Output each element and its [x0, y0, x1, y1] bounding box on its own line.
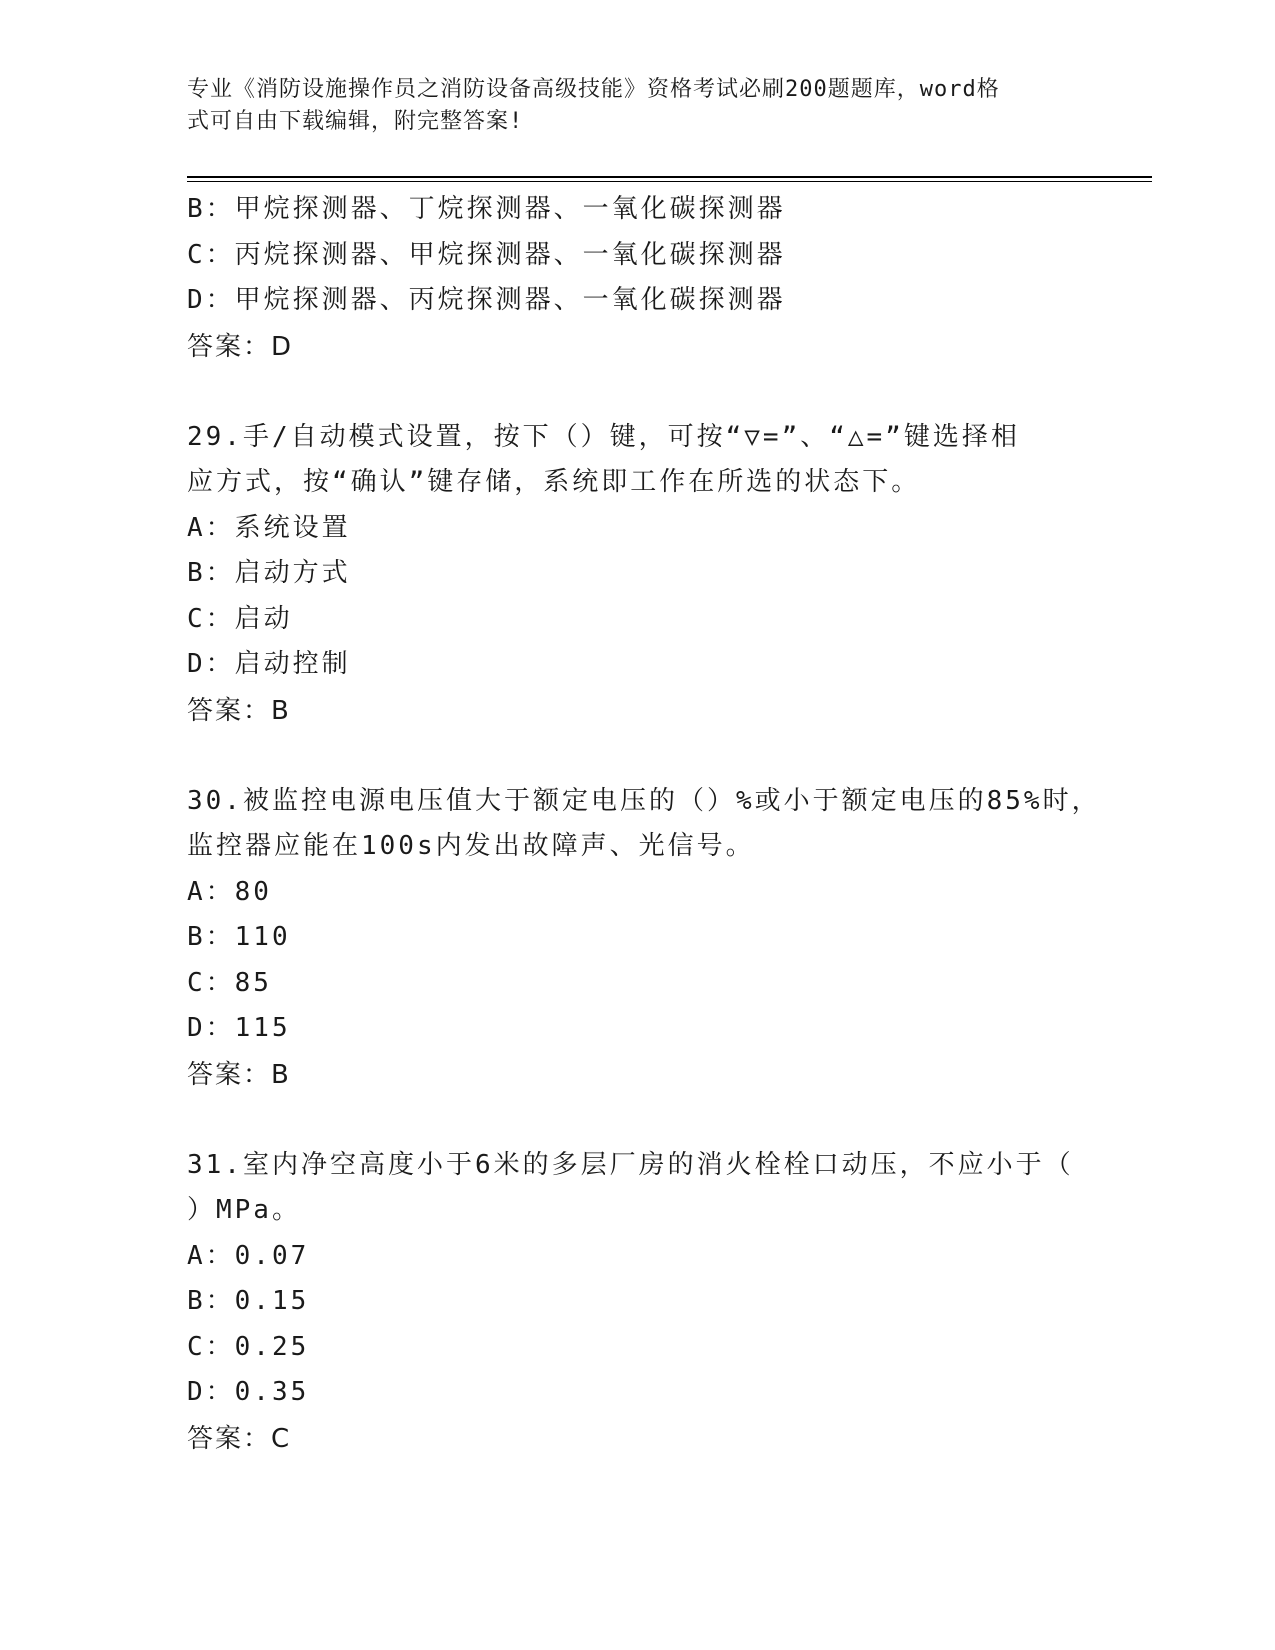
question-28-continued — [187, 187, 1107, 370]
question-spacer — [187, 1098, 1107, 1143]
option-c: C：丙烷探测器、甲烷探测器、一氧化碳探测器 — [187, 239, 786, 270]
option-b: B：启动方式 — [187, 558, 351, 588]
question-stem-line-1: 29.手/自动模式设置，按下（）键，可按“▽=”、“△=”键选择相 — [187, 421, 1020, 452]
header-divider-thin — [187, 181, 1152, 182]
question-stem-line-2: 监控器应能在100s内发出故障声、光信号。 — [187, 831, 755, 861]
document-header — [187, 74, 1087, 138]
question-stem-line-1: 30.被监控电源电压值大于额定电压的（）%或小于额定电压的85%时， — [187, 785, 1101, 816]
question-30 — [187, 779, 1107, 1098]
option-a: A：80 — [187, 876, 272, 907]
question-stem-line-1: 31.室内净空高度小于6米的多层厂房的消火栓栓口动压，不应小于（ — [187, 1149, 1074, 1180]
option-d: D：甲烷探测器、丙烷探测器、一氧化碳探测器 — [187, 285, 786, 315]
option-a: A：0.07 — [187, 1240, 310, 1271]
option-b: B：甲烷探测器、丁烷探测器、一氧化碳探测器 — [187, 194, 786, 224]
question-list — [187, 187, 1107, 1462]
header-divider-thick — [187, 176, 1152, 178]
option-d: D：启动控制 — [187, 649, 351, 679]
option-a: A：系统设置 — [187, 512, 351, 543]
header-line-1: 专业《消防设施操作员之消防设备高级技能》资格考试必刷200题题库，word格 — [187, 77, 1000, 102]
question-31 — [187, 1143, 1107, 1462]
question-stem-line-2: 应方式，按“确认”键存储，系统即工作在所选的状态下。 — [187, 467, 921, 497]
question-29 — [187, 415, 1107, 734]
question-spacer — [187, 734, 1107, 779]
option-c: C：0.25 — [187, 1331, 310, 1362]
question-spacer — [187, 370, 1107, 415]
answer-line: 答案：D — [187, 331, 294, 362]
answer-line: 答案：B — [187, 695, 291, 726]
header-line-2: 式可自由下载编辑，附完整答案! — [187, 109, 524, 134]
option-c: C：85 — [187, 967, 272, 998]
option-b: B：0.15 — [187, 1286, 310, 1316]
option-d: D：115 — [187, 1013, 291, 1043]
answer-line: 答案：B — [187, 1059, 291, 1090]
option-b: B：110 — [187, 922, 291, 952]
answer-line: 答案：C — [187, 1423, 292, 1454]
question-stem-line-2: ）MPa。 — [187, 1195, 301, 1225]
option-c: C：启动 — [187, 603, 293, 634]
option-d: D：0.35 — [187, 1377, 310, 1407]
